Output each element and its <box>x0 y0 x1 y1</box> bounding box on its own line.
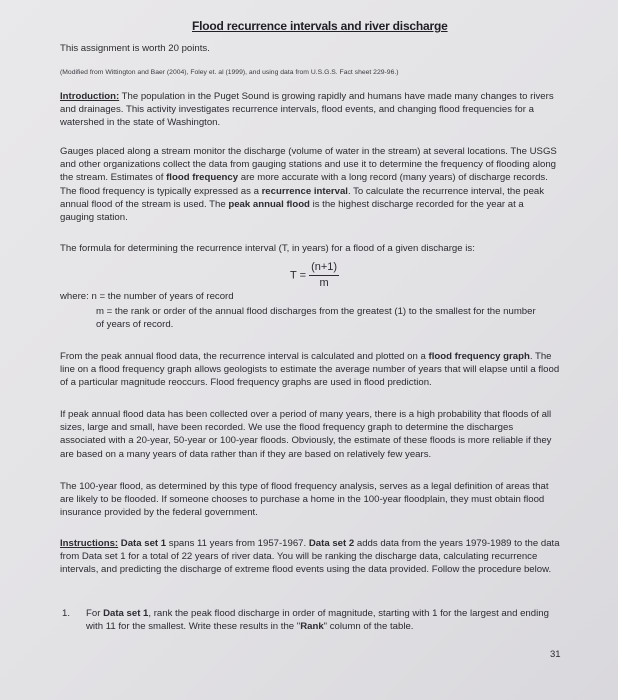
term-recurrence-interval: recurrence interval <box>261 185 348 197</box>
step-1 <box>86 607 560 633</box>
step-text-1: For <box>86 608 104 619</box>
term-flood-frequency: flood frequency <box>166 172 239 184</box>
term-data-set-1: Data set 1 <box>118 538 167 549</box>
gauges-text-1: Gauges placed along a stream monitor the discharge (volume of water in the stream) at several locations. The USGS and other organizations collect the data from gauging stations and use it to determine the frequency of flooding along the stream. Estimates of <box>60 146 557 184</box>
where-n: where: n = the number of years of record <box>60 291 234 302</box>
collected-paragraph: If peak annual flood data has been collected over a period of many years, there is a high probability that floods of all sizes, large and small, have been recorded. We use the flood frequency graph to determine the discharges associated with a 20-year, 50-year or 100-year floods. Obviously, the estimate of these floods is more reliable if they are based on a many years of data rather than if they are based on relatively few years. <box>60 409 552 460</box>
gauges-text-4: is the highest discharge recorded for the year at a gauging station. <box>60 198 524 224</box>
instructions-text-2: adds data from the years 1979-1989 to the data from Data set 1 for a total of 22 years of river data. You will be ranking the discharge data, calculating recurrence intervals, and predicting the discharge of extreme flood events using the data provided. Follow the procedure below. <box>60 538 560 576</box>
formula-lhs: T = <box>290 269 307 282</box>
term-data-set-2: Data set 2 <box>308 538 355 549</box>
term-rank: Rank <box>300 621 324 633</box>
gauges-paragraph <box>60 145 560 224</box>
peak-paragraph <box>60 350 560 390</box>
formula-denominator: m <box>319 277 329 290</box>
gauges-text-2: are more accurate with a long record (many years) of discharge records. The flood frequency is typically expressed as a <box>60 172 548 197</box>
instructions-heading: Instructions: <box>60 538 119 549</box>
formula-numerator: (n+1) <box>309 260 339 276</box>
peak-text-2: . The line on a flood frequency graph allows geologists to estimate the average number of years that will elapse until a flood of a particular magnitude reoccurs. Flood frequency graphs are used in flood prediction. <box>60 351 560 389</box>
recurrence-formula <box>290 260 339 291</box>
step-text-3: " column of the table. <box>323 621 414 633</box>
instructions-text-1: spans 11 years from 1957-1967. <box>166 538 309 549</box>
formula-intro: The formula for determining the recurrence interval (T, in years) for a flood of a given discharge is: <box>60 243 475 254</box>
intro-heading: Introduction: <box>60 91 120 102</box>
gauges-text-3: . To calculate the recurrence interval, the peak annual flood of the stream is used. The <box>60 185 545 210</box>
term-peak-annual-flood: peak annual flood <box>228 198 310 210</box>
instructions-paragraph <box>60 537 560 577</box>
intro-paragraph <box>60 90 560 130</box>
page-number: 31 <box>550 649 561 660</box>
term-flood-frequency-graph: flood frequency graph <box>428 351 530 362</box>
step-number: 1. <box>62 608 71 619</box>
hundred-year-paragraph: The 100-year flood, as determined by this type of flood frequency analysis, serves as a legal definition of areas that are likely to be flooded. If someone chooses to purchase a home in the 100-year floodplain, they must obtain flood insurance provided by the federal government. <box>60 481 549 519</box>
where-m: m = the rank or order of the annual flood discharges from the greatest (1) to the smallest for the number of years of record. <box>96 306 536 331</box>
points-statement: This assignment is worth 20 points. <box>60 43 210 54</box>
term-step-data-set-1: Data set 1 <box>103 608 149 619</box>
page-title: Flood recurrence intervals and river discharge <box>192 19 448 33</box>
step-text-2: , rank the peak flood discharge in order of magnitude, starting with 1 for the largest and ending with 11 for the smallest. Write these results in the " <box>86 608 549 633</box>
intro-text: The population in the Puget Sound is growing rapidly and humans have made many changes to rivers and drainages. This activity investigates recurrence intervals, flood events, and changing flood frequencies for a watershed in the state of Washington. <box>60 91 554 129</box>
peak-text-1: From the peak annual flood data, the recurrence interval is calculated and plotted on a <box>60 351 429 362</box>
document-page <box>22 10 582 695</box>
formula-fraction <box>309 260 339 291</box>
source-citation: (Modified from Wittington and Baer (2004), Foley et. al (1999), and using data from U.S.G.S. Fact sheet 229-96.) <box>60 69 399 76</box>
